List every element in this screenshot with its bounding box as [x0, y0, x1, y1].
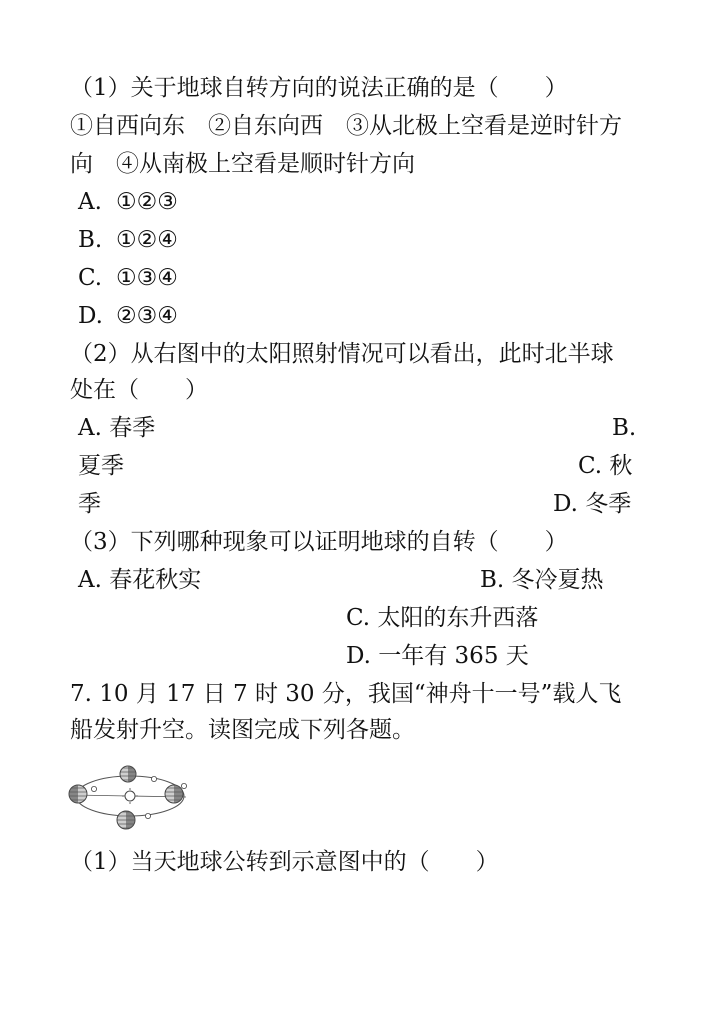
q6-1-option-c[interactable]	[0, 259, 720, 297]
q7-intro-line1	[0, 675, 720, 713]
q6-1-question-text: （1）关于地球自转方向的说法正确的是（ ）	[70, 75, 568, 101]
q7-intro-text1: 7. 10 月 17 日 7 时 30 分，我国“神舟十一号”载人飞	[70, 681, 622, 707]
q6-2-option-a[interactable]: A. 春季	[78, 415, 156, 441]
earth-position-top-icon	[120, 766, 136, 782]
q6-1-option-a[interactable]	[0, 183, 720, 221]
option-text: ②③④	[116, 303, 178, 329]
q6-3-option-d[interactable]: D. 一年有 365 天	[346, 643, 529, 669]
q6-3-options-row2	[0, 599, 720, 637]
q6-2-options-row2	[0, 447, 720, 485]
option-text: ①②③	[116, 189, 178, 215]
position-marker-left	[91, 786, 96, 791]
q6-1-statements-line2	[0, 145, 720, 183]
q6-2-question-line1	[0, 335, 720, 373]
q6-2-option-c-cont[interactable]: 季	[78, 491, 101, 517]
position-marker-bottom	[145, 813, 150, 818]
q6-1-option-b[interactable]	[0, 221, 720, 259]
q6-2-option-b-cont[interactable]: 夏季	[78, 453, 124, 479]
q6-3-options-row3	[0, 637, 720, 675]
q6-3-option-c[interactable]: C. 太阳的东升西落	[346, 605, 539, 631]
q6-1-option-d[interactable]	[0, 297, 720, 335]
q7-1-question	[0, 843, 720, 881]
q6-1-statements-text1: ①自西向东 ②自东向西 ③从北极上空看是逆时针方	[70, 113, 622, 139]
q6-3-option-b[interactable]: B. 冬冷夏热	[480, 567, 604, 593]
q6-3-option-a[interactable]: A. 春花秋实	[78, 567, 202, 593]
option-letter: B.	[78, 227, 103, 253]
option-letter: D.	[78, 303, 103, 329]
q6-2-question-text1: （2）从右图中的太阳照射情况可以看出，此时北半球	[70, 341, 614, 367]
earth-position-right-icon	[165, 785, 183, 803]
q7-1-question-text: （1）当天地球公转到示意图中的（ ）	[70, 849, 499, 875]
q6-3-question-text: （3）下列哪种现象可以证明地球的自转（ ）	[70, 529, 568, 555]
option-letter: A.	[78, 189, 102, 215]
position-marker-top	[151, 776, 156, 781]
q6-2-question-line2	[0, 371, 720, 409]
q7-intro-text2: 船发射升空。读图完成下列各题。	[70, 717, 415, 743]
q6-2-option-d[interactable]: D. 冬季	[553, 491, 632, 517]
option-text: ①②④	[116, 227, 178, 253]
option-letter: C.	[78, 265, 103, 291]
earth-position-left-icon	[69, 785, 87, 803]
q6-2-option-c[interactable]: C. 秋	[578, 453, 633, 479]
q6-1-statements-text2: 向 ④从南极上空看是顺时针方向	[70, 151, 415, 177]
position-marker-right	[181, 783, 186, 788]
q6-2-options-row1	[0, 409, 720, 447]
q6-1-statements-line1	[0, 107, 720, 145]
earth-orbit-diagram	[64, 762, 196, 834]
q6-1-question	[0, 69, 720, 107]
q6-2-question-text2: 处在（ ）	[70, 377, 208, 403]
q6-2-options-row3	[0, 485, 720, 523]
q6-3-question	[0, 523, 720, 561]
q6-2-option-b[interactable]: B.	[612, 415, 637, 441]
earth-position-bottom-icon	[117, 811, 135, 829]
q6-3-options-row1	[0, 561, 720, 599]
q7-intro-line2	[0, 711, 720, 749]
option-text: ①③④	[116, 265, 178, 291]
